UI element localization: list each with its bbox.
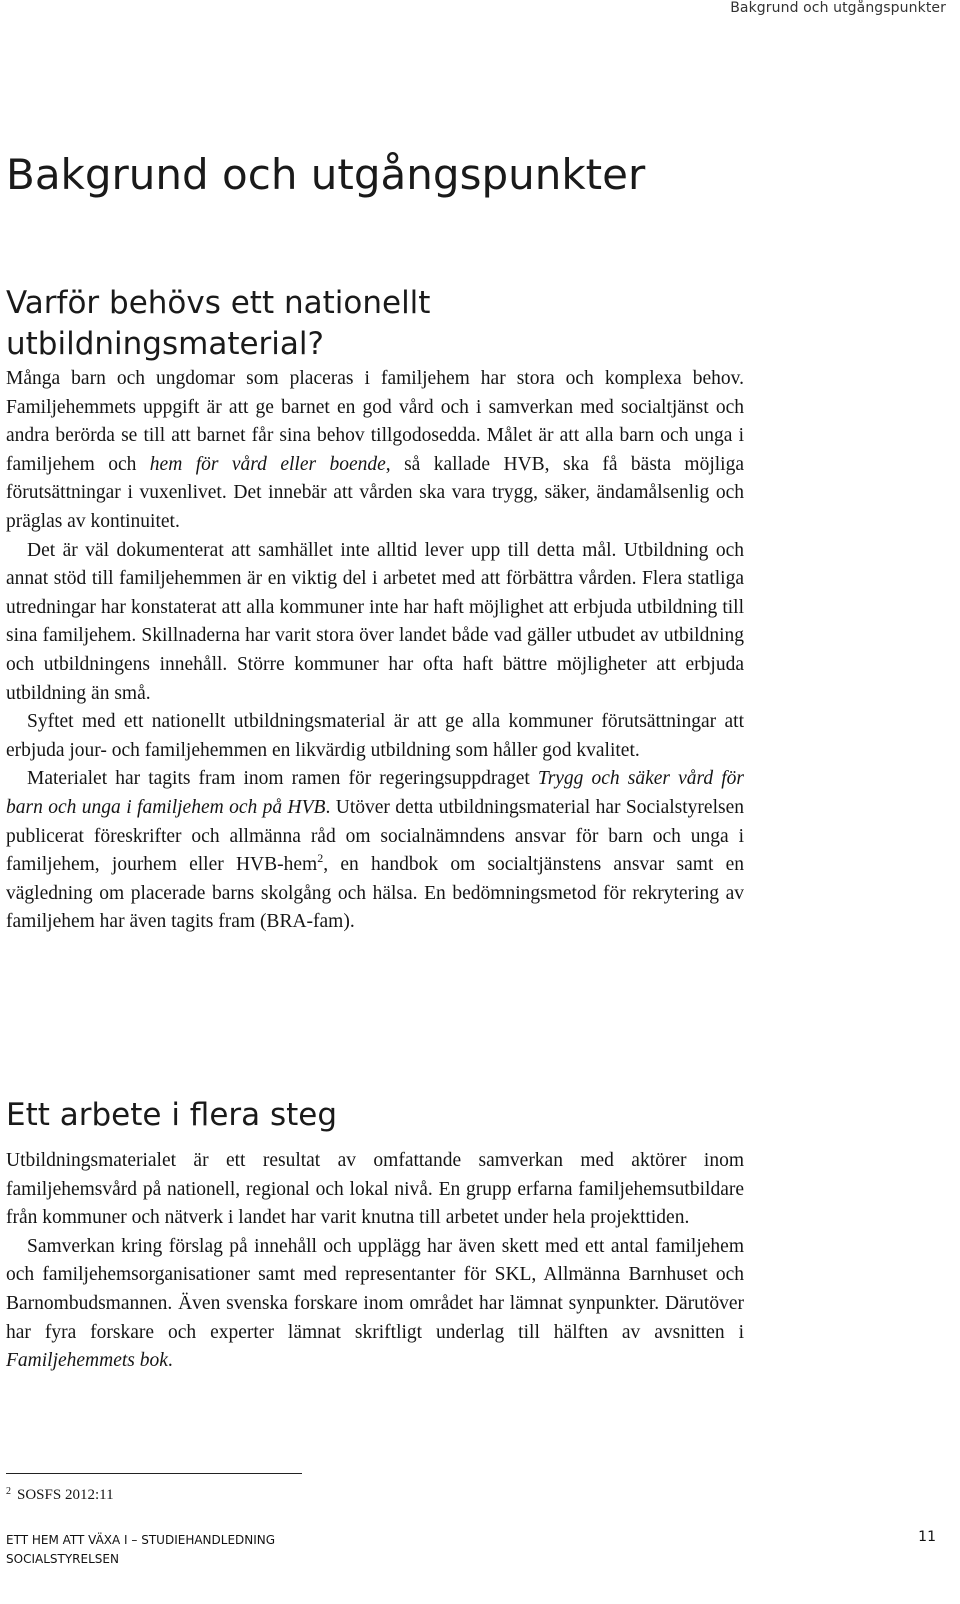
paragraph-text: Många barn och ungdomar som placeras i familjehem har stora och komplexa behov. Familjehemmets uppgift är att ge barnet en god vård och i samverkan med socialtjänst och andra berörda se till att barnet får sina behov tillgodosedda. Målet är att alla barn och unga i familjehem och (6, 368, 744, 475)
paragraph-text: Syftet med ett nationellt utbildningsmaterial är att ge alla kommuner förutsättningar att erbjuda jour- och familjehemmen en likvärdig utbildning som håller god kvalitet. (6, 711, 744, 761)
emphasis-text: Familjehemmets bok (6, 1350, 168, 1372)
section-steps-body (6, 1147, 744, 1376)
paragraph (6, 765, 744, 937)
section-heading-why-line2: utbildningsmaterial? (6, 326, 324, 362)
page-title: Bakgrund och utgångspunkter (6, 150, 646, 199)
footer-publication-title: ETT HEM ATT VÄXA I – STUDIEHANDLEDNING (6, 1533, 276, 1547)
paragraph (6, 537, 744, 709)
paragraph-text: , så kallade HVB, ska få bästa möjliga förutsättningar i vuxenlivet. Det innebär att vården ska vara trygg, säker, ändamålsenlig och präglas av kontinuitet. (6, 453, 744, 532)
paragraph (6, 1147, 744, 1233)
paragraph (6, 708, 744, 765)
paragraph-text: Materialet har tagits fram inom ramen för regeringsuppdraget (27, 768, 538, 790)
page-footer (6, 1531, 275, 1569)
emphasis-text: hem för vård eller boende (149, 453, 386, 475)
footer-publisher: SOCIALSTYRELSEN (6, 1552, 119, 1566)
paragraph (6, 365, 744, 537)
paragraph-text: Samverkan kring förslag på innehåll och upplägg har även skett med ett antal familjehem och familjehemsorganisationer samt med representanter för SKL, Allmänna Barnhuset och Barnombudsmannen. Även svenska forskare inom området har lämnat synpunkter. Därutöver har fyra forskare och experter lämnat skriftligt underlag till hälften av avsnitten i (6, 1235, 744, 1343)
running-header: Bakgrund och utgångspunkter (730, 0, 946, 16)
footnote (6, 1486, 114, 1504)
section-heading-steps: Ett arbete i flera steg (6, 1097, 338, 1133)
paragraph-text: . (167, 1350, 173, 1372)
footnote-text: SOSFS 2012:11 (17, 1487, 114, 1503)
emphasis-text: Trygg och säker vård för barn och unga i familjehem och på HVB (6, 768, 744, 818)
paragraph-text: , en handbok om socialtjänstens ansvar samt en vägledning om placerade barns skolgång och hälsa. En bedömningsmetod för rekrytering av familjehem har även tagits fram (BRA-fam). (6, 854, 744, 933)
section-heading-why-line1: Varför behövs ett nationellt (6, 285, 431, 321)
section-heading-why (6, 283, 566, 365)
page-number: 11 (918, 1529, 936, 1545)
paragraph-text: . Utöver detta utbildningsmaterial har Socialstyrelsen publicerat föreskrifter och allmänna råd om socialnämndens ansvar för barn och unga i familjehem, jourhem eller HVB-hem (6, 796, 744, 876)
paragraph-text: Utbildningsmaterialet är ett resultat av omfattande samverkan med aktörer inom familjehemsvård på nationell, regional och lokal nivå. En grupp erfarna familjehemsutbildare från kommuner och nätverk i landet har varit knutna till arbetet under hela projekttiden. (6, 1150, 744, 1229)
paragraph (6, 1233, 744, 1376)
footnote-mark: 2 (6, 1486, 11, 1497)
section-why-body (6, 365, 744, 937)
footnote-reference[interactable]: 2 (317, 851, 324, 866)
footnote-divider (6, 1473, 302, 1474)
paragraph-text: Det är väl dokumenterat att samhället inte alltid lever upp till detta mål. Utbildning och annat stöd till familjehemmen är en viktig del i arbetet med att förbättra vården. Flera statliga utredningar har konstaterat att alla kommuner inte har haft möjlighet att erbjuda utbildning till sina familjehem. Skillnaderna har varit stora över landet både vad gäller utbudet av utbildning och utbildningens innehåll. Större kommuner har ofta haft bättre möjligheter att erbjuda utbildning än små. (6, 539, 744, 704)
